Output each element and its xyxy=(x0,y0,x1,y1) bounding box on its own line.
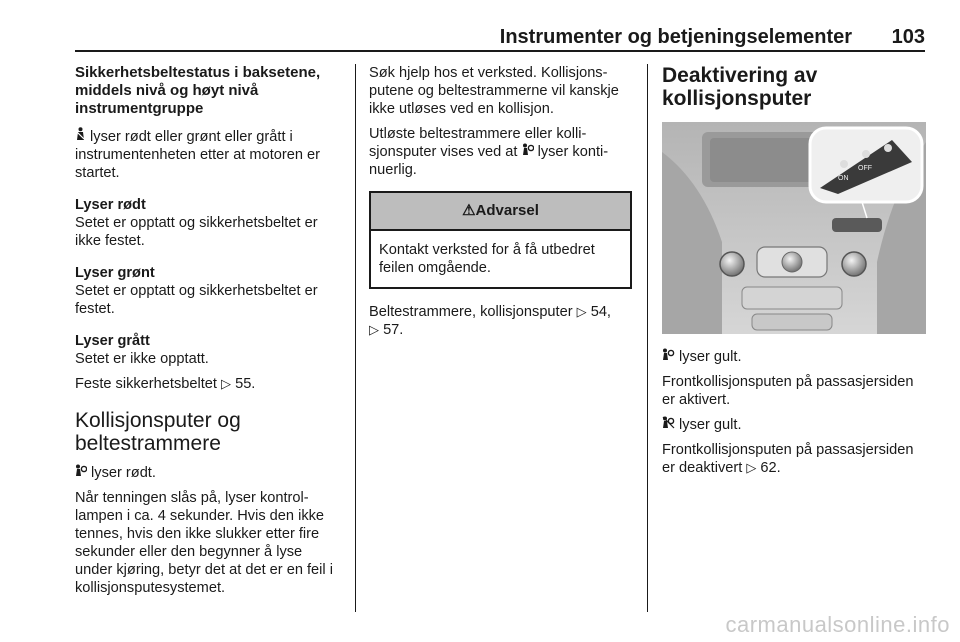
label-red: Lyser rødt xyxy=(75,197,146,213)
warning-text: Kontakt verksted for å få utbedret feilen omgående. xyxy=(379,242,595,276)
column-divider-2 xyxy=(647,64,648,612)
column-3 xyxy=(662,64,926,484)
help-text: Søk hjelp hos et verksted. Kollisjonsputene og beltestrammerne vil kanskje ikke utløses ved en kollisjon. xyxy=(369,65,619,117)
warning-box xyxy=(369,191,632,289)
seatbelt-icon xyxy=(75,127,86,141)
column-1 xyxy=(75,64,343,604)
reference-arrow-icon: ▷ xyxy=(221,376,232,391)
triggered-text: Utløste beltestrammere eller kollisjonsputer vises ved at lyser kontinuerlig. xyxy=(369,126,609,178)
column-divider-1 xyxy=(355,64,356,612)
section-heading-deactivation: Deaktivering av kollisjonsputer xyxy=(662,64,818,110)
airbag-icon xyxy=(75,464,87,477)
label-gray: Lyser grått xyxy=(75,333,150,349)
airbag-on-icon xyxy=(662,348,675,361)
section-heading-seatbelt-status: Sikkerhetsbeltestatus i baksetene, middels nivå og høyt nivå instrumentgruppe xyxy=(75,64,321,117)
airbag-intro: lyser rødt. xyxy=(75,464,343,482)
page-header xyxy=(75,26,925,50)
section-heading-airbags: Kollisjonsputer og beltestrammere xyxy=(75,409,241,455)
airbag-icon xyxy=(522,143,534,156)
airbag-off-icon xyxy=(662,416,675,429)
header-rule xyxy=(75,50,925,52)
page-number: 103 xyxy=(891,26,925,48)
airbag-on-desc: Frontkollisjonsputen på passasjersiden er aktivert. xyxy=(662,374,914,408)
airbag-off-desc: Frontkollisjonsputen på passasjersiden er deaktivert ▷ 62. xyxy=(662,442,914,476)
airbag-on-line: lyser gult. xyxy=(662,348,926,366)
refs-text: Beltestrammere, kollisjonsputer ▷ 54, ▷ 57. xyxy=(369,304,611,338)
warning-header xyxy=(371,193,630,231)
text-gray: Setet er ikke opptatt. xyxy=(75,351,209,367)
reference-arrow-icon: ▷ xyxy=(369,322,379,337)
text-red: Setet er opptatt og sikkerhetsbeltet er ikke festet. xyxy=(75,215,318,249)
svg-text:ON: ON xyxy=(838,175,849,182)
text-green: Setet er opptatt og sikkerhetsbeltet er festet. xyxy=(75,283,318,317)
watermark: carmanualsonline.info xyxy=(725,612,950,637)
fasten-reference: Feste sikkerhetsbeltet ▷ 55. xyxy=(75,376,256,392)
column-2 xyxy=(369,64,632,346)
seatbelt-intro: lyser rødt eller grønt eller grått i instrumentenheten etter at motoren er startet. xyxy=(75,129,320,181)
ignition-text: Når tenningen slås på, lyser kontrollampen i ca. 4 sekunder. Hvis den ikke tennes, hvis den ikke slukker etter fire sekunder eller den begynner å lyse under kjøring, betyr det at det er en feil i kollisjonsputesystemet. xyxy=(75,490,333,596)
label-green: Lyser grønt xyxy=(75,265,155,281)
reference-arrow-icon: ▷ xyxy=(746,460,757,475)
warning-title: Advarsel xyxy=(475,202,539,219)
dashboard-photo xyxy=(662,122,926,334)
airbag-off-line: lyser gult. xyxy=(662,416,926,434)
reference-arrow-icon: ▷ xyxy=(576,304,587,319)
warning-icon: ⚠ xyxy=(462,202,476,219)
page-title: Instrumenter og betjeningselementer xyxy=(499,26,853,48)
svg-text:OFF: OFF xyxy=(858,165,872,172)
